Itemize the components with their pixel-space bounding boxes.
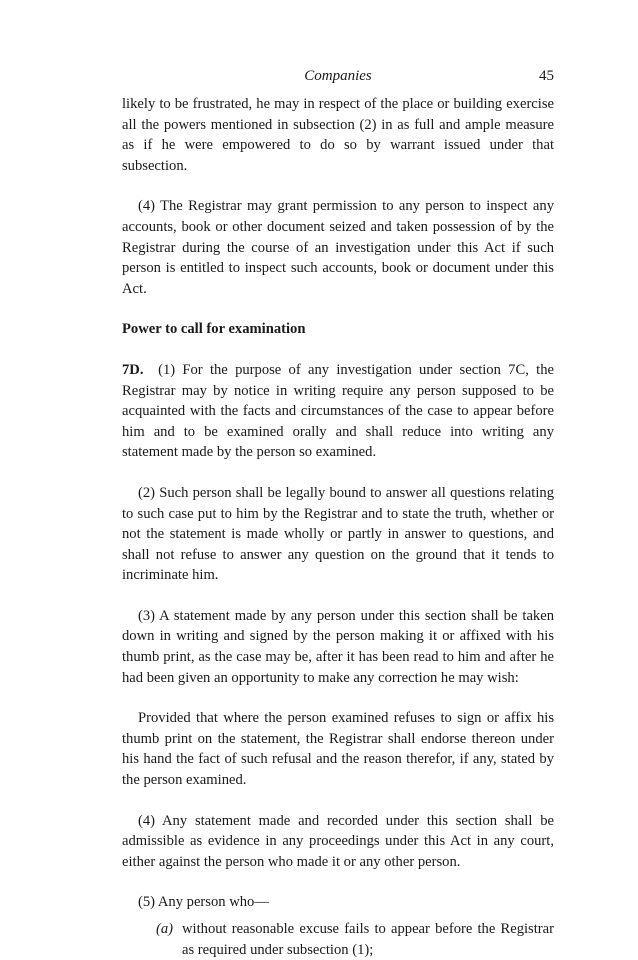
paragraph-subsection-5: (5) Any person who— (138, 894, 269, 911)
page-number: 45 (539, 68, 554, 84)
paragraph-subsection-2: (2) Such person shall be legally bound to answer all questions relating to such case put to him by the Registrar and to state the truth, whether or not the statement is made wholly or partly in answer to questions, and shall not refuse to answer any question on the ground that it tends to incriminate him. (122, 484, 554, 584)
paragraph-subsection-3: (3) A statement made by any person under this section shall be taken down in writing and signed by the person making it or affixed with his thumb print, as the case may be, after it has been read to him and after he had been given an opportunity to make any correction he may wish: (122, 607, 554, 686)
header-title: Companies (304, 68, 372, 84)
document-body (122, 94, 554, 960)
paragraph-subsection-4b: (4) Any statement made and recorded under this section shall be admissible as evidence in any proceedings under this Act in any court, either against the person who made it or any other person. (122, 812, 554, 870)
section-number: 7D. (122, 361, 144, 378)
running-header (122, 66, 554, 86)
paragraph-section-7d-1: 7D. (1) For the purpose of any investigation under section 7C, the Registrar may by notice in writing require any person supposed to be acquainted with the facts and circumstances of the case to appear before him and to be examined orally and shall reduce into writing any statement made by the person so examined. (122, 361, 554, 461)
paragraph-a (122, 919, 554, 960)
paragraph-label: (a) (156, 921, 174, 937)
paragraph-a-text: without reasonable excuse fails to appear before the Registrar as required under subsection (1); (182, 921, 554, 958)
paragraph-subsection-4: (4) The Registrar may grant permission to any person to inspect any accounts, book or other document seized and taken possession of by the Registrar during the course of an investigation under this Act if such person is entitled to inspect such accounts, book or document under this Act. (122, 198, 554, 297)
paragraph-proviso: Provided that where the person examined refuses to sign or affix his thumb print on the statement, the Registrar shall endorse thereon under his hand the fact of such refusal and the reason therefor, if any, stated by the person examined. (122, 710, 554, 789)
paragraph-continuation: likely to be frustrated, he may in respect of the place or building exercise all the powers mentioned in subsection (2) in as full and ample measure as if he were empowered to do so by warrant issued under that subsection. (122, 96, 554, 174)
section-heading: Power to call for examination (122, 321, 306, 338)
